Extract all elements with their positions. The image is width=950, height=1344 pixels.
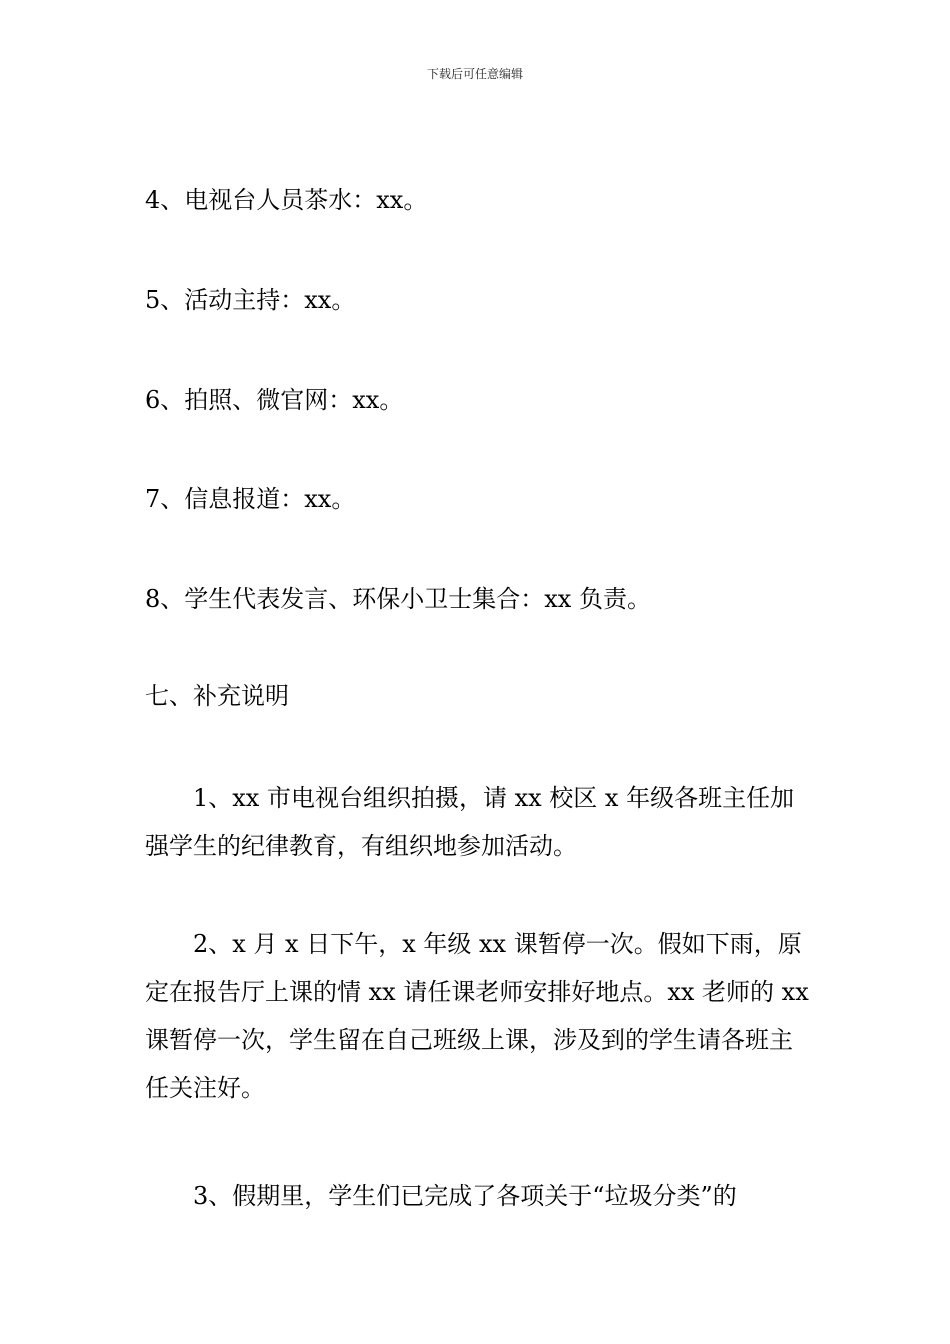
paragraph: 3、假期里，学生们已完成了各项关于“垃圾分类”的 — [193, 1182, 737, 1210]
list-item: 7、信息报道：xx。 — [145, 485, 356, 513]
list-item: 5、活动主持：xx。 — [145, 286, 356, 314]
list-item: 4、电视台人员茶水：xx。 — [145, 186, 428, 214]
paragraph: 2、x 月 x 日下午，x 年级 xx 课暂停一次。假如下雨，原定在报告厅上课的情 xx 请任课老师安排好地点。xx 老师的 xx 课暂停一次，学生留在自己班级上课，涉及到的学生请各班主任关注好。 — [145, 930, 809, 1102]
list-item: 8、学生代表发言、环保小卫士集合：xx 负责。 — [145, 585, 651, 613]
paragraph: 1、xx 市电视台组织拍摄，请 xx 校区 x 年级各班主任加强学生的纪律教育，有组织地参加活动。 — [145, 784, 795, 860]
section-title: 七、补充说明 — [145, 682, 289, 710]
list-item: 6、拍照、微官网：xx。 — [145, 386, 404, 414]
page-header: 下载后可任意编辑 — [426, 67, 523, 81]
